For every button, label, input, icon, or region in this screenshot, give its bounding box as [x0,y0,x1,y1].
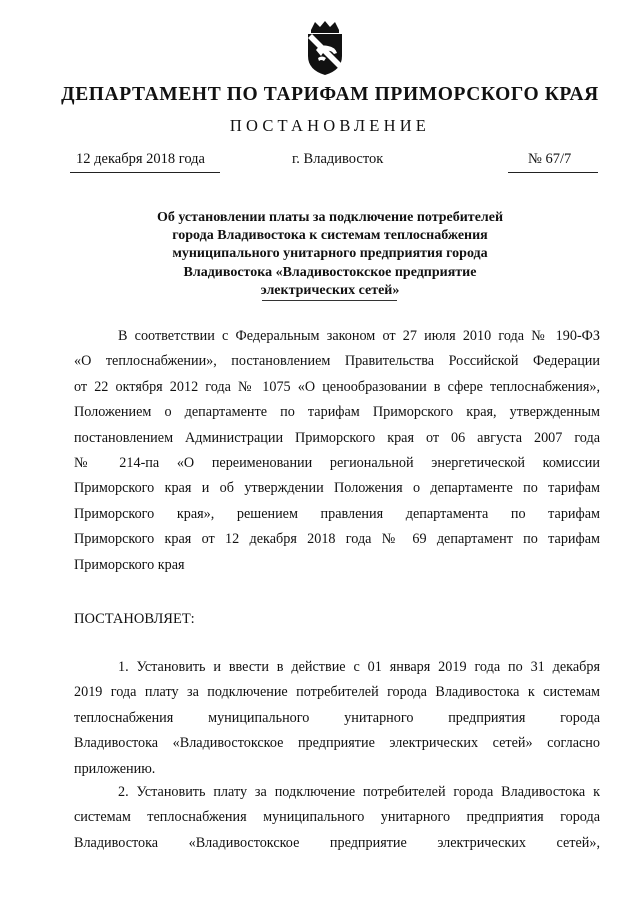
title-underline [262,300,397,301]
text-line: В соответствии с Федеральным законом от 27 июля 2010 года № 190-ФЗ [118,328,600,344]
department-name: ДЕПАРТАМЕНТ ПО ТАРИФАМ ПРИМОРСКОГО КРАЯ [61,84,599,105]
preamble-paragraph [74,324,600,578]
text-line: Приморского края от 12 декабря 2018 года № 69 департамент по тарифам [74,531,600,548]
text-line: Владивостока «Владивостокское предприятие электрических сетей» согласно [74,735,600,752]
text-line: Приморского края [74,556,185,573]
text-line: от 22 октября 2012 года № 1075 «О ценообразовании в сфере теплоснабжения», [74,378,600,395]
title-line: города Владивостока к системам теплоснабжения [172,228,488,244]
document-type: ПОСТАНОВЛЕНИЕ [229,116,431,135]
title-line: муниципального унитарного предприятия города [172,246,488,262]
text-line: Положением о департаменте по тарифам Приморского края, утвержденным [74,404,600,421]
text-line: постановлением Администрации Приморского края от 06 августа 2007 года [74,429,600,446]
text-line: «О теплоснабжении», постановлением Правительства Российской Федерации [74,353,600,370]
text-line: системам теплоснабжения муниципального унитарного предприятия города [74,809,600,826]
number-underline [508,172,598,173]
text-line: 2. Установить плату за подключение потребителей города Владивостока к [118,784,600,800]
document-number: № 67/7 [528,151,572,167]
text-line: № 214-па «О переименовании региональной энергетической комиссии [74,455,600,472]
date-underline [70,172,220,173]
title-line: электрических сетей» [260,282,400,298]
text-line: приложению. [74,760,156,777]
text-line: 1. Установить и ввести в действие с 01 января 2019 года по 31 декабря [118,659,600,675]
document-city: г. Владивосток [292,151,384,167]
document-date: 12 декабря 2018 года [76,151,205,167]
item-2-paragraph [74,780,600,856]
title-line: Владивостока «Владивостокское предприятие [183,264,477,280]
decree-word: ПОСТАНОВЛЯЕТ: [74,611,195,627]
text-line: Приморского края», решением правления департамента по тарифам [74,505,600,522]
title-line: Об установлении платы за подключение потребителей [156,210,504,225]
text-line: теплоснабжения муниципального унитарного предприятия города [74,709,600,726]
text-line: Владивостока «Владивостокское предприятие электрических сетей», [74,834,600,851]
text-line: 2019 года плату за подключение потребителей города Владивостока к системам [74,684,600,701]
coat-of-arms-icon [302,20,348,76]
item-1-paragraph [74,655,600,782]
document-title [110,209,550,300]
text-line: Приморского края и об утверждении Положения о департаменте по тарифам [74,480,600,497]
